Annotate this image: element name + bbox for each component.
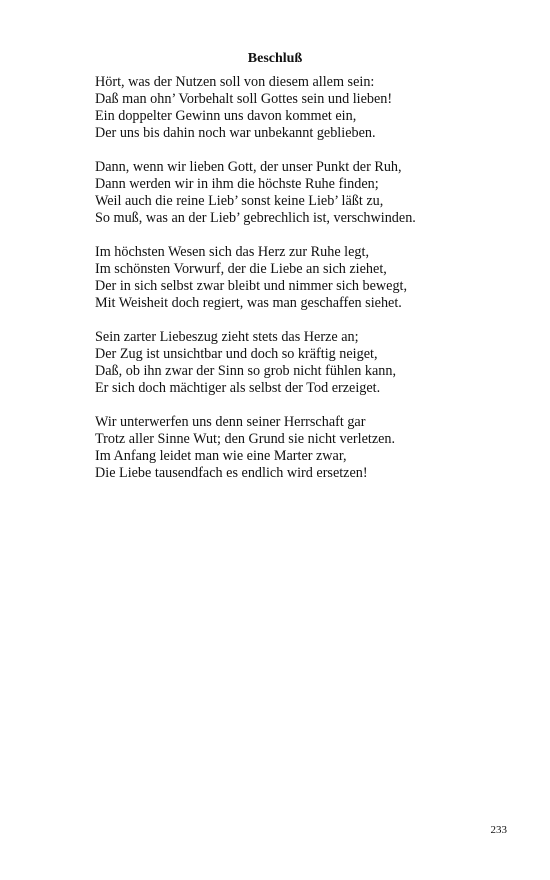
poem-line: So muß, was an der Lieb’ gebrechlich ist, verschwinden.	[95, 210, 416, 226]
poem-line: Im höchsten Wesen sich das Herz zur Ruhe legt,	[95, 244, 369, 260]
poem-title: Beschluß	[247, 51, 303, 66]
poem-line: Sein zarter Liebeszug zieht stets das Herze an;	[95, 329, 359, 345]
poem-line: Dann werden wir in ihm die höchste Ruhe finden;	[95, 176, 379, 192]
poem-line: Im Anfang leidet man wie eine Marter zwar,	[95, 448, 347, 464]
stanza-3	[95, 244, 525, 312]
poem-line: Hört, was der Nutzen soll von diesem allem sein:	[95, 74, 375, 90]
poem-line: Er sich doch mächtiger als selbst der Tod erzeiget.	[95, 380, 381, 396]
page-number: 233	[490, 824, 507, 836]
poem-line: Weil auch die reine Lieb’ sonst keine Lieb’ läßt zu,	[95, 193, 384, 209]
poem-line: Mit Weisheit doch regiert, was man geschaffen siehet.	[95, 295, 402, 311]
poem-line: Der uns bis dahin noch war unbekannt geblieben.	[95, 125, 376, 141]
poem-line: Dann, wenn wir lieben Gott, der unser Punkt der Ruh,	[95, 159, 402, 175]
poem-line: Im schönsten Vorwurf, der die Liebe an sich ziehet,	[95, 261, 387, 277]
stanza-1	[95, 74, 525, 142]
stanza-5	[95, 414, 525, 482]
stanza-2	[95, 159, 525, 227]
stanza-4	[95, 329, 525, 397]
poem-line: Die Liebe tausendfach es endlich wird ersetzen!	[95, 465, 368, 481]
poem-line: Ein doppelter Gewinn uns davon kommet ein,	[95, 108, 357, 124]
poem-line: Daß, ob ihn zwar der Sinn so grob nicht fühlen kann,	[95, 363, 397, 379]
poem-line: Trotz aller Sinne Wut; den Grund sie nicht verletzen.	[95, 431, 396, 447]
poem-line: Wir unterwerfen uns denn seiner Herrschaft gar	[95, 414, 366, 430]
poem-line: Der Zug ist unsichtbar und doch so kräftig neiget,	[95, 346, 378, 362]
poem-line: Der in sich selbst zwar bleibt und nimmer sich bewegt,	[95, 278, 408, 294]
poem-body	[95, 74, 525, 499]
poem-line: Daß man ohn’ Vorbehalt soll Gottes sein und lieben!	[95, 91, 393, 107]
